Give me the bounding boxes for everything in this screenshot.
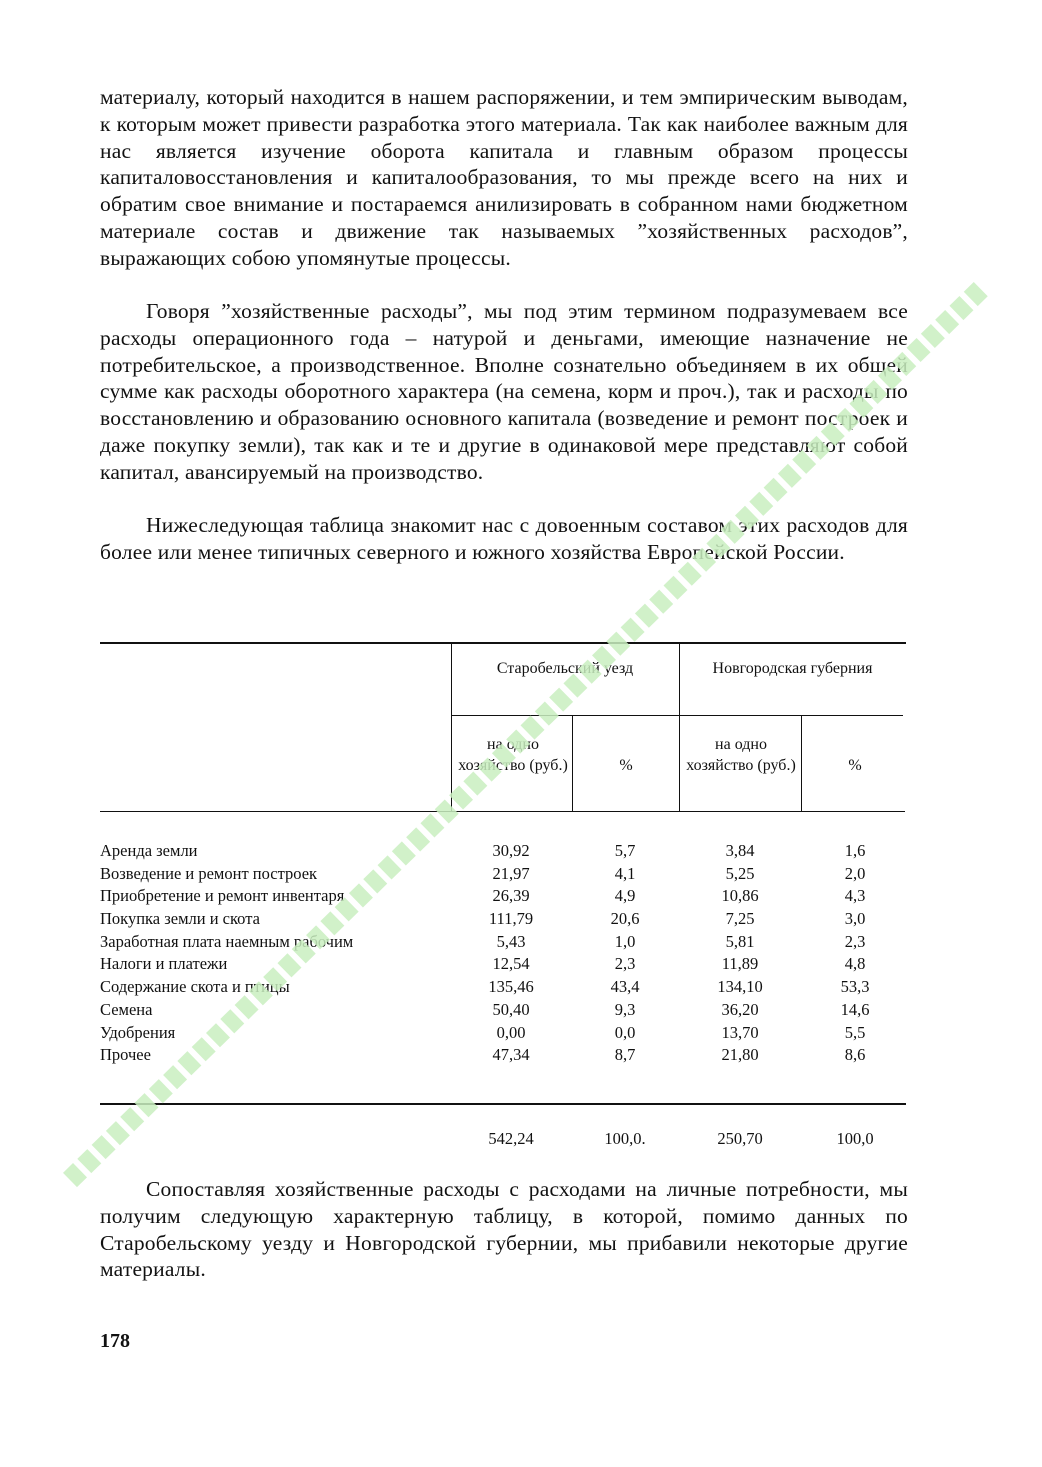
cell-starobelsk-pct: 4,1 — [614, 863, 636, 883]
cell-novgorod-pct: 14,6 — [840, 999, 870, 1019]
cell-novgorod-pct: 1,6 — [844, 841, 866, 860]
cell-novgorod-pct: 2,0 — [844, 863, 866, 883]
cell-novgorod-rub: 11,89 — [721, 954, 759, 974]
cell-starobelsk-rub: 111,79 — [488, 909, 534, 929]
subheader-per-household: на одно хозяйство (руб.) — [686, 736, 796, 774]
table-top-rule — [100, 642, 906, 644]
header-starobelsk: Старобельский уезд — [496, 660, 634, 677]
total-starobelsk-rub: 542,24 — [488, 1129, 534, 1148]
cell-novgorod-pct: 4,3 — [844, 886, 866, 906]
cell-novgorod-pct: 2,3 — [844, 931, 866, 951]
page-number: 178 — [100, 1330, 130, 1352]
table-header-rule — [451, 715, 903, 716]
cell-starobelsk-rub: 135,46 — [488, 977, 534, 997]
table-row — [0, 840, 1042, 863]
cell-starobelsk-pct: 8,7 — [614, 1045, 636, 1065]
table-row — [0, 1044, 1042, 1067]
cell-starobelsk-rub: 0,00 — [496, 1022, 526, 1042]
paragraph-1: материалу, который находится в нашем распоряжении, и тем эмпирическим выводам, к которым может привести разработка этого материала. Так как наиболее важным для нас является изучение оборота капитала и главным образом процессы капиталовосстановления и капиталообразования, то мы прежде всего на них и обратим свое внимание и постараемся анилизировать в собранном нами бюджетном материале состав и движение так называемых ”хозяйственных расходов”, выражающих собою упомянутые процессы. — [100, 85, 908, 270]
header-novgorod: Новгородская губерния — [712, 660, 873, 677]
table-row — [0, 999, 1042, 1022]
table-row — [0, 976, 1042, 999]
row-label: Заработная плата наемным рабочим — [100, 931, 354, 951]
total-novgorod-rub: 250,70 — [717, 1129, 763, 1148]
cell-novgorod-rub: 134,10 — [717, 977, 763, 997]
cell-starobelsk-pct: 0,0 — [614, 1022, 636, 1042]
cell-novgorod-pct: 5,5 — [844, 1022, 866, 1042]
row-label: Приобретение и ремонт инвентаря — [100, 886, 345, 906]
row-label: Прочее — [100, 1045, 151, 1065]
row-label: Покупка земли и скота — [100, 909, 260, 929]
subheader-percent: % — [619, 757, 633, 774]
cell-starobelsk-pct: 20,6 — [610, 909, 640, 929]
cell-novgorod-rub: 5,25 — [725, 863, 755, 883]
cell-starobelsk-pct: 5,7 — [614, 841, 636, 860]
table-divider — [801, 716, 802, 812]
paragraph-2: Говоря ”хозяйственные расходы”, мы под этим термином подразумеваем все расходы операционного года – натурой и деньгами, имеющие назначение не потребительское, а производственное. Вполне сознательно объединяем в их общей сумме как расходы оборотного характера (на семена, корм и проч.), так и расходы по восстановлению и образованию основного капитала (возведение и ремонт построек и даже покупку земли), так как и те и другие в одинаковой мере представляют собой капитал, авансируемый на производство. — [100, 299, 908, 484]
cell-novgorod-rub: 3,84 — [725, 841, 755, 860]
row-label: Семена — [100, 999, 153, 1019]
cell-novgorod-pct: 8,6 — [844, 1045, 866, 1065]
paragraph-4: Сопоставляя хозяйственные расходы с расходами на личные потребности, мы получим следующую характерную таблицу, в которой, помимо данных по Старобельскому уезду и Новгородской губернии, мы прибавили некоторые другие материалы. — [100, 1177, 908, 1282]
table-row — [0, 863, 1042, 886]
cell-novgorod-pct: 3,0 — [844, 909, 866, 929]
cell-starobelsk-rub: 47,34 — [492, 1045, 530, 1065]
table-header-bottom-rule — [100, 811, 905, 812]
table-row — [0, 908, 1042, 931]
cell-starobelsk-rub: 26,39 — [492, 886, 530, 906]
table-row — [0, 931, 1042, 954]
cell-novgorod-pct: 53,3 — [840, 977, 870, 997]
cell-novgorod-rub: 10,86 — [721, 886, 759, 906]
table-row — [0, 953, 1042, 976]
table-bottom-rule — [100, 1103, 906, 1105]
row-label: Возведение и ремонт построек — [100, 863, 318, 883]
cell-starobelsk-rub: 5,43 — [496, 931, 526, 951]
total-starobelsk-pct: 100,0. — [604, 1129, 646, 1148]
cell-starobelsk-pct: 43,4 — [610, 977, 640, 997]
cell-starobelsk-pct: 1,0 — [614, 931, 636, 951]
cell-novgorod-rub: 13,70 — [721, 1022, 759, 1042]
row-label: Содержание скота и птицы — [100, 977, 290, 997]
table-totals-row — [0, 1128, 1042, 1152]
cell-starobelsk-rub: 21,97 — [492, 863, 530, 883]
cell-novgorod-rub: 21,80 — [721, 1045, 759, 1065]
cell-novgorod-rub: 36,20 — [721, 999, 759, 1019]
table-body — [0, 840, 1042, 1067]
cell-novgorod-pct: 4,8 — [844, 954, 866, 974]
row-label: Налоги и платежи — [100, 954, 228, 974]
table-divider — [451, 644, 452, 812]
subheader-per-household: на одно хозяйство (руб.) — [458, 736, 568, 774]
row-label: Удобрения — [100, 1022, 176, 1042]
row-label: Аренда земли — [100, 841, 198, 860]
paragraph-3: Нижеследующая таблица знакомит нас с довоенным составом этих расходов для более или менее типичных северного и южного хозяйства Европейской России. — [100, 513, 908, 564]
cell-novgorod-rub: 5,81 — [725, 931, 755, 951]
cell-starobelsk-rub: 50,40 — [492, 999, 530, 1019]
subheader-percent: % — [848, 757, 862, 774]
table-row — [0, 885, 1042, 908]
table-row — [0, 1022, 1042, 1045]
table-divider — [572, 716, 573, 812]
cell-starobelsk-rub: 12,54 — [492, 954, 530, 974]
total-novgorod-pct: 100,0 — [836, 1129, 874, 1148]
cell-starobelsk-pct: 9,3 — [614, 999, 636, 1019]
cell-starobelsk-pct: 2,3 — [614, 954, 636, 974]
cell-starobelsk-rub: 30,92 — [492, 841, 530, 860]
cell-starobelsk-pct: 4,9 — [614, 886, 636, 906]
table-divider — [679, 644, 680, 812]
cell-novgorod-rub: 7,25 — [725, 909, 755, 929]
